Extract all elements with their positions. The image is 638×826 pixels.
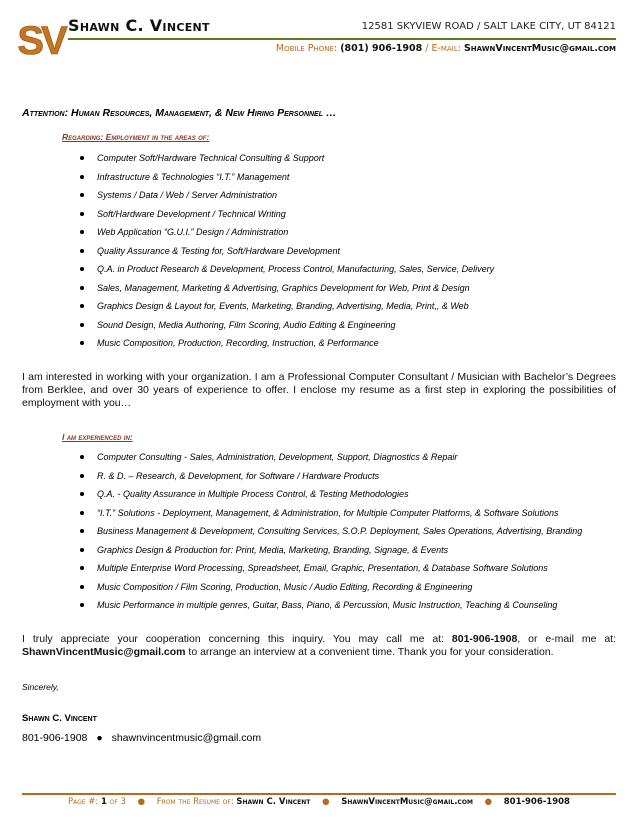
closing-text-before: I truly appreciate your cooperation concerning this inquiry. You may call me at: xyxy=(22,633,452,645)
list-item: Graphics Design & Layout for, Events, Marketing, Branding, Advertising, Media, Print,, & Web xyxy=(80,300,494,319)
list-item: Systems / Data / Web / Server Administration xyxy=(80,189,494,208)
list-item: Web Application “G.U.I.” Design / Administration xyxy=(80,226,494,245)
footer-email[interactable]: ShawnVincentMusic@gmail.com xyxy=(341,797,473,807)
logo-text: SV xyxy=(17,19,65,63)
list-item: Music Composition / Film Scoring, Production, Music / Audio Editing, Recording & Engineering xyxy=(80,581,582,600)
list-item: Quality Assurance & Testing for, Soft/Hardware Development xyxy=(80,245,494,264)
closing-phone: 801-906-1908 xyxy=(451,633,518,645)
mobile-label: Mobile Phone xyxy=(275,43,334,54)
experience-list xyxy=(80,451,582,618)
closing-text-after: to arrange an interview at a convenient time. Thank you for your consideration. xyxy=(185,646,554,658)
list-item: Multiple Enterprise Word Processing, Spreadsheet, Email, Graphic, Presentation, & Database Software Solutions xyxy=(80,562,582,581)
signature-contact xyxy=(22,732,261,744)
header-email[interactable]: ShawnVincentMusic@gmail.com xyxy=(463,43,616,54)
sv-logo xyxy=(17,14,65,63)
list-item: Q.A. in Product Research & Development, Process Control, Manufacturing, Sales, Service, Delivery xyxy=(80,263,494,282)
footer-rule xyxy=(22,793,616,795)
list-item: Business Management & Development, Consulting Services, S.O.P. Deployment, Sales Operations, Advertising, Branding xyxy=(80,525,582,544)
footer-from-label: From the Resume of: xyxy=(156,797,234,807)
list-item: Graphics Design & Production for: Print, Media, Marketing, Branding, Signage, & Events xyxy=(80,544,582,563)
email-label: E-mail xyxy=(431,43,458,54)
footer-name: Shawn C. Vincent xyxy=(236,797,311,807)
closing-paragraph xyxy=(22,633,616,659)
closing-email[interactable]: ShawnVincentMusic@gmail.com xyxy=(22,646,186,658)
header-rule xyxy=(68,38,616,40)
signature-email[interactable]: shawnvincentmusic@gmail.com xyxy=(111,732,262,744)
list-item: Computer Soft/Hardware Technical Consulting & Support xyxy=(80,152,494,171)
signature-name: Shawn C. Vincent xyxy=(22,713,97,724)
attention-line: Attention: Human Resources, Management, & New Hiring Personnel … xyxy=(22,107,337,119)
bullet-separator: ● xyxy=(96,732,103,744)
footer-page-number: 1 xyxy=(101,797,107,807)
list-item: R. & D. – Research, & Development, for Software / Hardware Products xyxy=(80,470,582,489)
header-name: Shawn C. Vincent xyxy=(68,16,210,35)
bullet-separator: ● xyxy=(322,797,330,807)
list-item: Q.A. - Quality Assurance in Multiple Process Control, & Testing Methodologies xyxy=(80,488,582,507)
list-item: Computer Consulting - Sales, Administration, Development, Support, Diagnostics & Repair xyxy=(80,451,582,470)
footer-page-label: Page #: xyxy=(68,797,99,807)
list-item: Sound Design, Media Authoring, Film Scoring, Audio Editing & Engineering xyxy=(80,319,494,338)
list-item: Music Composition, Production, Recording, Instruction, & Performance xyxy=(80,337,494,356)
list-item: Soft/Hardware Development / Technical Writing xyxy=(80,208,494,227)
mobile-phone: (801) 906-1908 xyxy=(340,43,423,54)
footer xyxy=(0,797,638,807)
list-item: Sales, Management, Marketing & Advertising, Graphics Development for Web, Print & Design xyxy=(80,282,494,301)
header-contact: Mobile Phone: (801) 906-1908 / E-mail: ShawnVincentMusic@gmail.com xyxy=(275,43,616,54)
bullet-separator: ● xyxy=(484,797,493,807)
list-item: “I.T.” Solutions - Deployment, Management, & Administration, for Multiple Computer Platforms, & Software Solutions xyxy=(80,507,582,526)
sincerely: Sincerely, xyxy=(22,682,59,692)
header-address: 12581 SKYVIEW ROAD / SALT LAKE CITY, UT 84121 xyxy=(361,21,616,32)
experienced-heading: I am experienced in: xyxy=(62,432,133,442)
footer-page-of: of 3 xyxy=(109,797,126,807)
list-item: Music Performance in multiple genres, Guitar, Bass, Piano, & Percussion, Music Instruction, Teaching & Counseling xyxy=(80,599,582,618)
bullet-separator: ● xyxy=(137,797,146,807)
intro-paragraph: I am interested in working with your organization. I am a Professional Computer Consultant / Musician with Bachelor’s Degrees from Berklee, and over 30 years of experience to offer. I enclose my resume as a first step in exploring the possibilities of employment with you… xyxy=(22,371,616,409)
footer-phone: 801-906-1908 xyxy=(503,797,570,807)
list-item: Infrastructure & Technologies “I.T.” Management xyxy=(80,171,494,190)
regarding-heading: Regarding: Employment in the areas of: xyxy=(62,132,210,142)
signature-phone: 801-906-1908 xyxy=(22,732,88,744)
areas-list xyxy=(80,152,494,356)
closing-text-middle: , or e-mail me at: xyxy=(517,633,616,645)
